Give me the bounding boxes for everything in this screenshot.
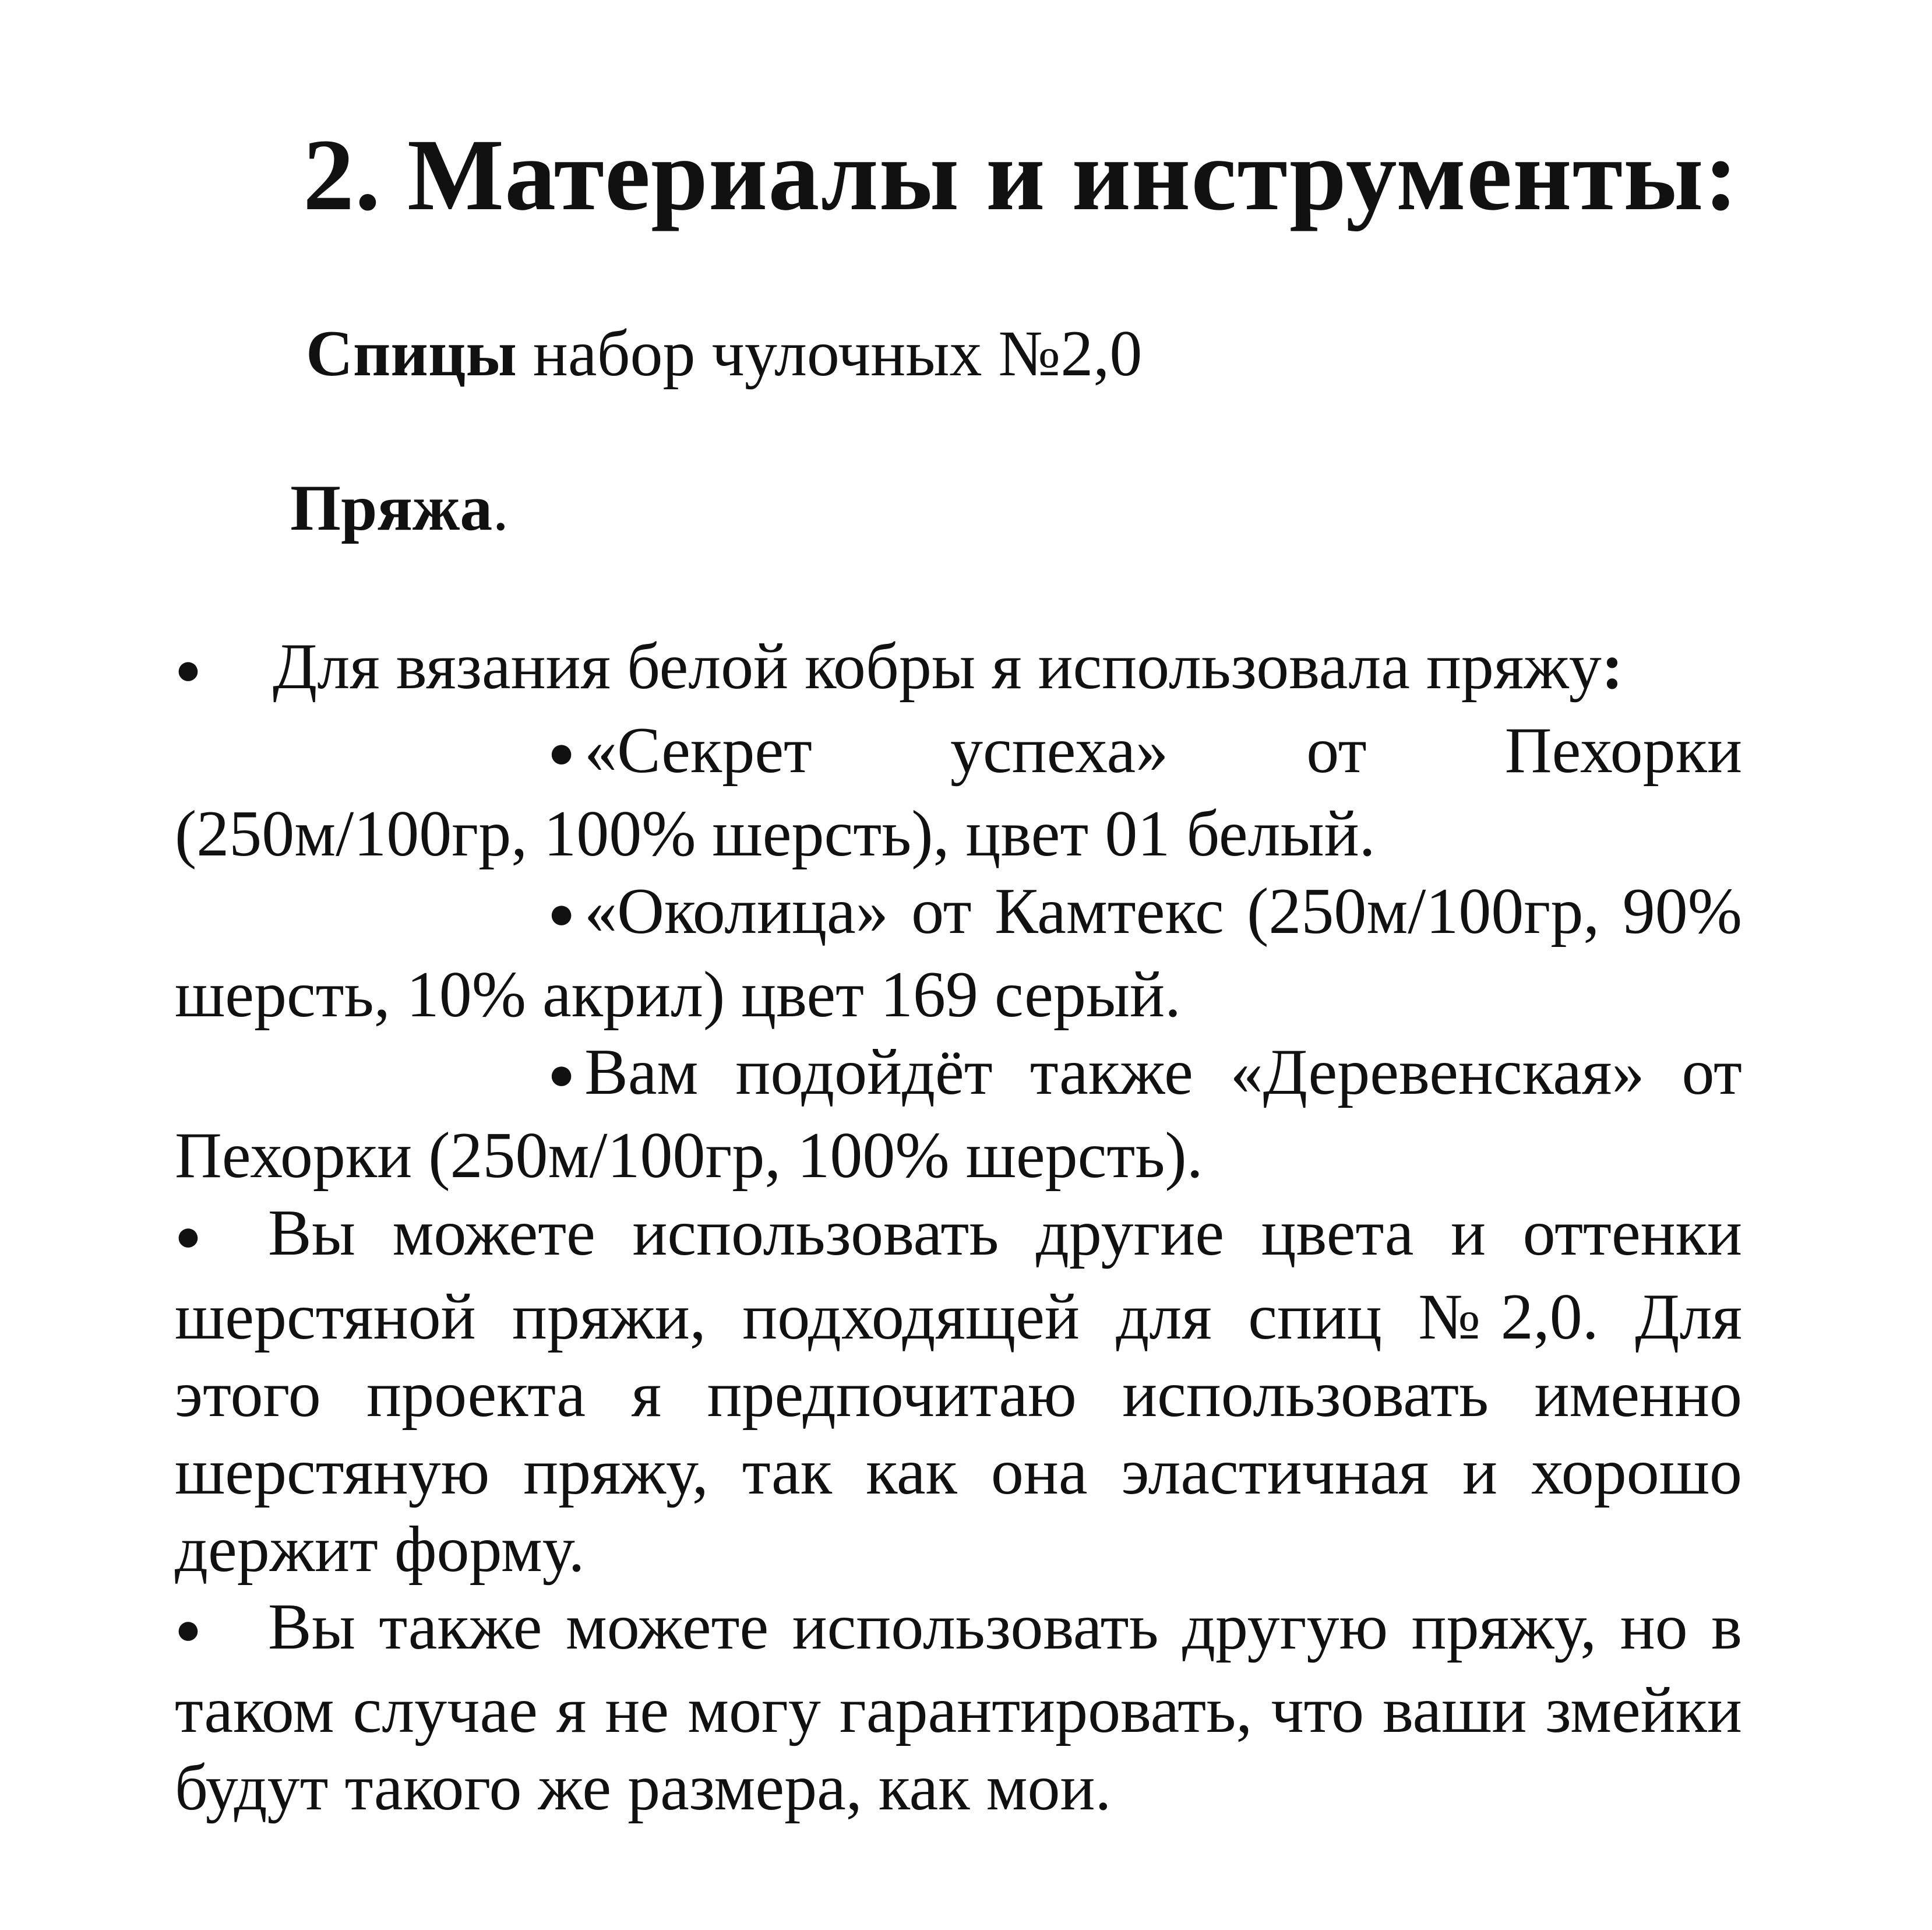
sub-list-item-text: Вам подойдёт также «Деревенская» от Пехорки (250м/100гр, 100% шерсть). — [175, 1036, 1742, 1192]
needles-text: набор чулочных №2,0 — [516, 318, 1143, 390]
bullet-icon: ● — [175, 644, 202, 694]
sub-list-item — [175, 1034, 1742, 1195]
sub-bullet-icon: ● — [548, 726, 576, 777]
list-item — [175, 1589, 1742, 1827]
list-item-colon: : — [1601, 631, 1624, 703]
yarn-heading — [290, 469, 509, 547]
list-item — [175, 1195, 1742, 1589]
sub-list-item — [175, 873, 1742, 1034]
bullet-icon: ● — [175, 1605, 202, 1654]
list-item — [175, 628, 1742, 712]
sub-list-item — [175, 712, 1742, 873]
page-title: 2. Материалы и инструменты: — [303, 118, 1739, 232]
sub-bullet-icon: ● — [548, 887, 576, 938]
bullet-icon: ● — [175, 1211, 202, 1260]
sub-list-item-text: «Секрет успеха» от Пехорки (250м/100гр, 100% шерсть), цвет 01 белый. — [175, 714, 1742, 870]
needles-label: Спицы — [306, 318, 517, 390]
needles-line — [306, 315, 1142, 393]
list-item-text: Вы также можете использовать другую пряжу, но в таком случае я не могу гарантировать, что ваши змейки будут такого же размера, как мои. — [175, 1590, 1742, 1825]
sub-bullet-icon: ● — [548, 1048, 576, 1099]
yarn-list — [175, 628, 1742, 1827]
list-item-text: Вы можете использовать другие цвета и оттенки шерстяной пряжи, подходящей для спиц №2,0. Для этого проекта я предпочитаю использовать именно шерстяную пряжу, так как она эластичная и хорошо держит форму. — [175, 1196, 1742, 1586]
yarn-label: Пряжа — [290, 472, 493, 544]
sub-list-item-text: «Околица» от Камтекс (250м/100гр, 90% шерсть, 10% акрил) цвет 169 серый. — [175, 875, 1742, 1031]
list-item-text: Для вязания белой кобры я использовала пряжу — [273, 631, 1602, 703]
yarn-suffix: . — [492, 472, 509, 544]
